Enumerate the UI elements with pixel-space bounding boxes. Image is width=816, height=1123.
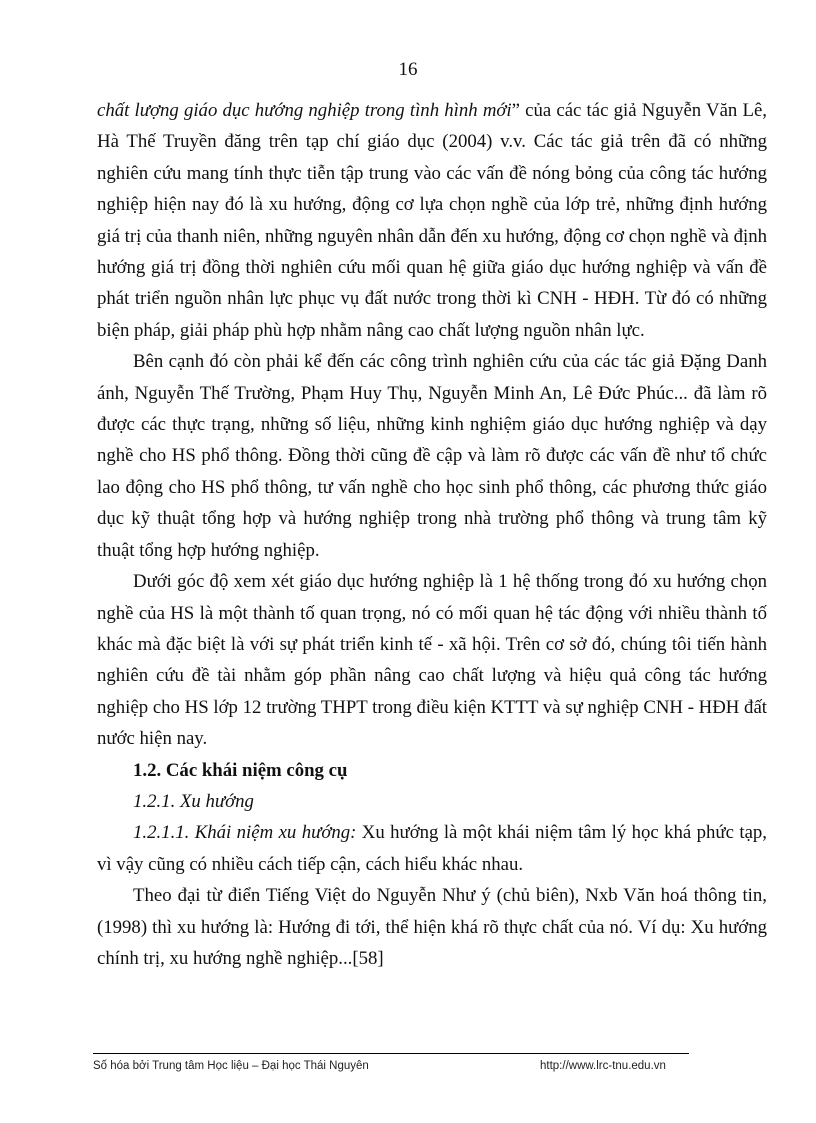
section-heading: 1.2. Các khái niệm công cụ	[133, 759, 348, 781]
definition-italic-lead: 1.2.1.1. Khái niệm xu hướng:	[133, 822, 357, 844]
paragraph-definition	[97, 817, 767, 880]
paragraph-2: Bên cạnh đó còn phải kể đến các công trình nghiên cứu của các tác giả Đặng Danh ánh, Nguyễn Thế Trường, Phạm Huy Thụ, Nguyễn Minh An, Lê Đức Phúc... đã làm rõ được các thực trạng, những số liệu, những kinh nghiệm giáo dục hướng nghiệp và dạy nghề cho HS phổ thông. Đồng thời cũng đề cập và làm rõ được các vấn đề như tổ chức lao động cho HS phổ thông, tư vấn nghề cho học sinh phổ thông, các phương thức giáo dục kỹ thuật tổng hợp và hướng nghiệp trong nhà trường phổ thông và trung tâm kỹ thuật tổng hợp hướng nghiệp.	[97, 351, 767, 561]
footer-divider	[93, 1053, 689, 1054]
paragraph-dictionary: Theo đại từ điển Tiếng Việt do Nguyễn Như ý (chủ biên), Nxb Văn hoá thông tin, (1998) thì xu hướng là: Hướng đi tới, thể hiện khá rõ thực chất của nó. Ví dụ: Xu hướng chính trị, xu hướng nghề nghiệp...[58]	[97, 885, 767, 969]
footer-url: http://www.lrc-tnu.edu.vn	[540, 1060, 666, 1072]
paragraph-3: Dưới góc độ xem xét giáo dục hướng nghiệp là 1 hệ thống trong đó xu hướng chọn nghề của HS là một thành tố quan trọng, nó có mối quan hệ tác động với nhiều thành tố khác mà đặc biệt là với sự phát triển kinh tế - xã hội. Trên cơ sở đó, chúng tôi tiến hành nghiên cứu đề tài nhằm góp phần nâng cao chất lượng và hiệu quả công tác hướng nghiệp cho HS lớp 12 trường THPT trong điều kiện KTTT và sự nghiệp CNH - HĐH đất nước hiện nay.	[97, 571, 767, 750]
paragraph-1-italic-lead: chất lượng giáo dục hướng nghiệp trong tình hình mới	[97, 100, 512, 121]
footer-source: Số hóa bởi Trung tâm Học liệu – Đại học Thái Nguyên	[93, 1060, 369, 1072]
paragraph-1	[97, 95, 767, 346]
definition-text: Xu hướng là một khái niệm tâm lý học khá phức tạp, vì vậy cũng có nhiều cách tiếp cận, cách hiểu khác nhau.	[97, 822, 767, 875]
subsection-heading: 1.2.1. Xu hướng	[133, 790, 254, 812]
body-text	[97, 95, 767, 974]
page-number: 16	[398, 59, 418, 80]
paragraph-1-text: ” của các tác giả Nguyễn Văn Lê, Hà Thế Truyền đăng trên tạp chí giáo dục (2004) v.v. Các tác giả trên đã có những nghiên cứu mang tính thực tiễn tập trung vào các vấn đề nóng bỏng của công tác hướng nghiệp hiện nay đó là xu hướng, động cơ lựa chọn nghề của lớp trẻ, những định hướng giá trị của thanh niên, những nguyên nhân dẫn đến xu hướng, động cơ chọn nghề và định hướng giá trị đồng thời nghiên cứu mối quan hệ giữa giáo dục hướng nghiệp và vấn đề phát triển nguồn nhân lực phục vụ đất nước trong thời kì CNH - HĐH. Từ đó có những biện pháp, giải pháp phù hợp nhằm nâng cao chất lượng nguồn nhân lực.	[97, 100, 767, 341]
